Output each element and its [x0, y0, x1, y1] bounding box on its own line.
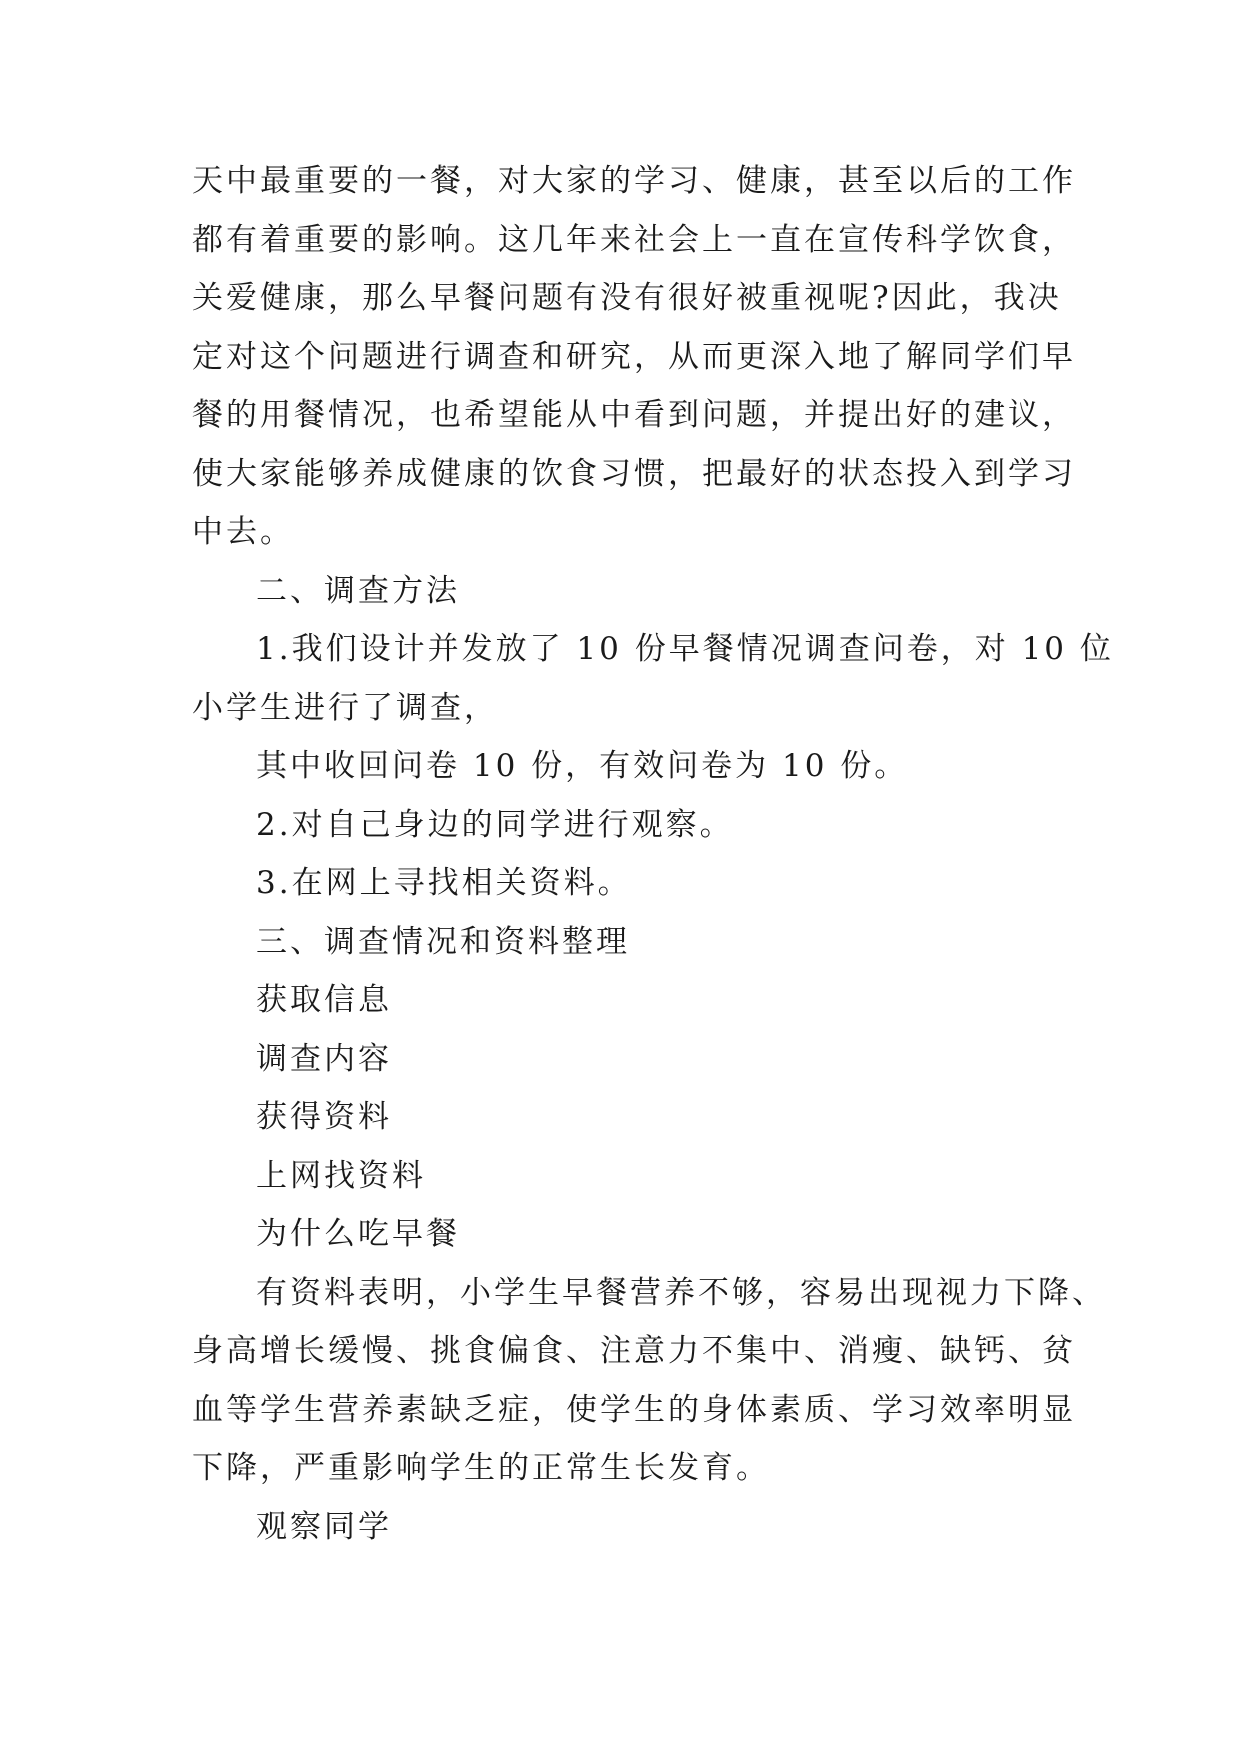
paragraph-line: 下降，严重影响学生的正常生长发育。	[192, 1450, 770, 1486]
paragraph-line: 身高增长缓慢、挑食偏食、注意力不集中、消瘦、缺钙、贫	[192, 1333, 1076, 1369]
paragraph-line: 关爱健康，那么早餐问题有没有很好被重视呢?因此，我决	[192, 280, 1062, 316]
section-heading: 二、调查方法	[256, 572, 460, 609]
paragraph-line: 餐的用餐情况，也希望能从中看到问题，并提出好的建议，	[192, 397, 1076, 433]
subheading: 调查内容	[256, 1040, 392, 1077]
paragraph-line: 都有着重要的影响。这几年来社会上一直在宣传科学饮食，	[192, 221, 1076, 258]
paragraph-line: 定对这个问题进行调查和研究，从而更深入地了解同学们早	[192, 338, 1076, 375]
subheading: 获取信息	[256, 982, 392, 1018]
document-body	[192, 152, 1114, 1556]
subheading: 为什么吃早餐	[256, 1216, 460, 1252]
paragraph-line: 有资料表明，小学生早餐营养不够，容易出现视力下降、	[256, 1274, 1106, 1311]
list-item: 1.我们设计并发放了 10 份早餐情况调查问卷，对 10 位	[256, 631, 1114, 667]
paragraph-line: 中去。	[192, 514, 294, 550]
subheading: 上网找资料	[256, 1157, 426, 1194]
subheading: 获得资料	[256, 1099, 392, 1135]
list-item-continuation: 小学生进行了调查，	[192, 689, 498, 726]
subheading: 观察同学	[256, 1508, 392, 1545]
paragraph-line: 天中最重要的一餐，对大家的学习、健康，甚至以后的工作	[192, 163, 1076, 199]
paragraph-line: 血等学生营养素缺乏症，使学生的身体素质、学习效率明显	[192, 1391, 1076, 1428]
section-heading: 三、调查情况和资料整理	[256, 923, 630, 960]
paragraph-line: 使大家能够养成健康的饮食习惯，把最好的状态投入到学习	[192, 455, 1076, 492]
paragraph-line: 其中收回问卷 10 份，有效问卷为 10 份。	[256, 748, 909, 784]
list-item: 3.在网上寻找相关资料。	[256, 865, 632, 901]
list-item: 2.对自己身边的同学进行观察。	[256, 806, 734, 843]
